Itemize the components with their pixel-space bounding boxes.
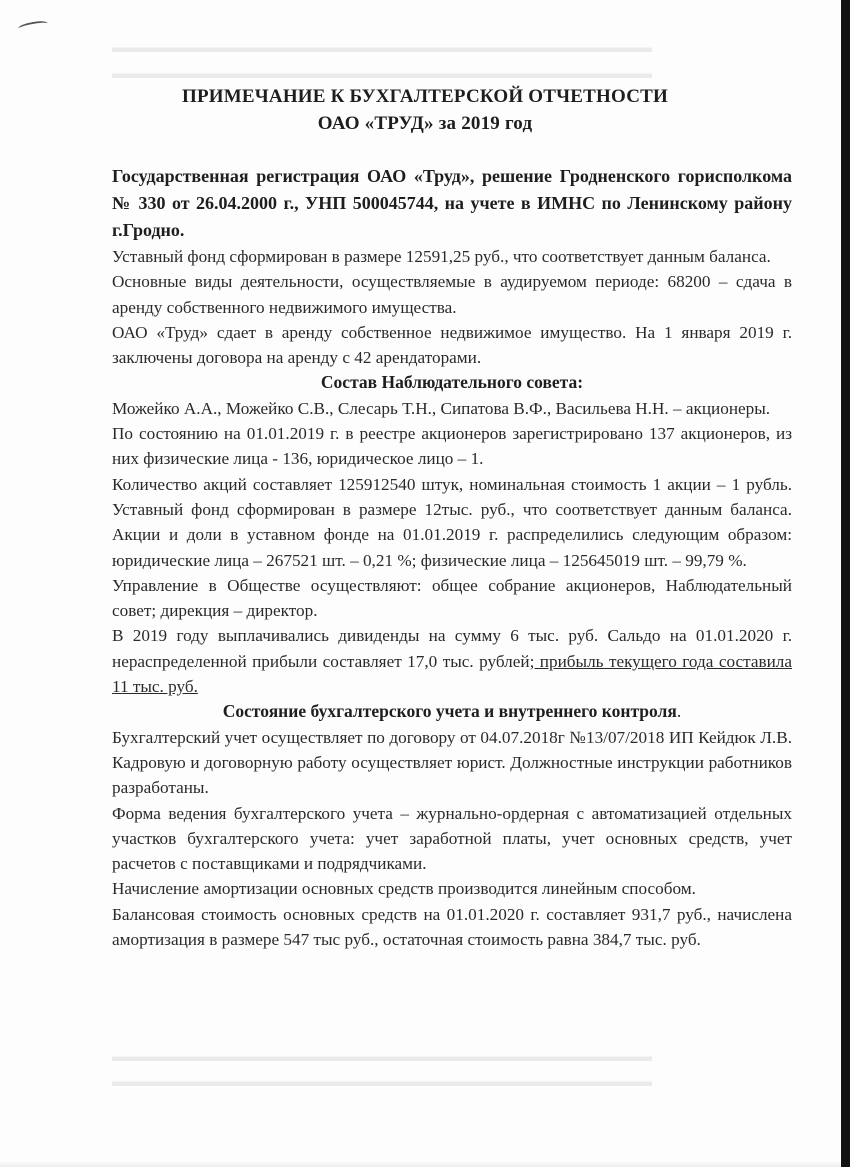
paragraph-rent: ОАО «Труд» сдает в аренду собственное недвижимое имущество. На 1 января 2019 г. заключены договора на аренду с 42 арендаторами. — [112, 322, 792, 368]
bleed-through-text: ▬▬▬▬▬▬▬▬▬▬▬▬▬▬▬▬▬▬▬▬▬▬▬▬▬▬▬▬▬▬▬▬▬▬▬▬ — [112, 1074, 652, 1090]
paragraph-activities: Основные виды деятельности, осуществляемые в аудируемом периоде: 68200 – сдача в аренду собственного недвижимого имущества. — [112, 272, 792, 317]
paragraph-shares: Количество акций составляет 125912540 штук, номинальная стоимость 1 акции – 1 рубль. Уставный фонд сформирован в размере 12тыс. руб., что соответствует данным баланса. Акции и доли в уставном фонде на 01.01.2019 г. распределились следующим образом: юридические лица – 267521 шт. – 0,21 %; физические лица – 125645019 шт. – 99,79 %. — [112, 474, 792, 570]
scan-bottom-edge — [0, 1161, 850, 1167]
heading-text: Состояние бухгалтерского учета и внутреннего контроля — [222, 701, 677, 722]
paragraph-fixed-assets: Балансовая стоимость основных средств на 01.01.2020 г. составляет 931,7 руб., начислена амортизация в размере 547 тыс руб., остаточная стоимость равна 384,7 тыс. руб. — [112, 904, 792, 950]
document-title: ПРИМЕЧАНИЕ К БУХГАЛТЕРСКОЙ ОТЧЕТНОСТИ — [181, 86, 669, 107]
paragraph-charter-fund: Уставный фонд сформирован в размере 12591,25 руб., что соответствует данным баланса. — [112, 247, 771, 266]
bleed-through-text: ▬▬▬▬▬▬▬▬▬▬▬▬▬▬▬▬▬▬▬▬▬▬▬▬▬▬▬▬▬▬▬▬▬▬▬▬ — [112, 1049, 652, 1065]
bleed-through-text: ▬▬▬▬▬▬▬▬▬▬▬▬▬▬▬▬▬▬▬▬▬▬▬▬▬▬▬▬▬▬▬▬▬▬▬▬ — [112, 40, 652, 56]
paragraph-management: Управление в Обществе осуществляют: общее собрание акционеров, Наблюдательный совет; дирекция – директор. — [112, 575, 792, 621]
paragraph-shareholders: По состоянию на 01.01.2019 г. в реестре акционеров зарегистрировано 137 акционеров, из них физические лица - 136, юридическое лицо – 1. — [112, 424, 792, 469]
section-heading-board: Состав Наблюдательного совета: — [320, 372, 584, 393]
paragraph-dividends — [112, 623, 792, 699]
paragraph-accounting-form: Форма ведения бухгалтерского учета – журнально-ордерная с автоматизацией отдельных участков бухгалтерского учета: учет заработной платы, учет основных средств, учет расчетов с поставщиками и подрядчиками. — [112, 803, 792, 874]
paragraph-accounting-contract: Бухгалтерский учет осуществляет по договору от 04.07.2018г №13/07/2018 ИП Кейдюк Л.В. Кадровую и договорную работу осуществляет юрист. Должностные инструкции работников разработаны. — [112, 727, 792, 798]
registration-paragraph: Государственная регистрация ОАО «Труд», решение Гродненского горисполкома № 330 от 26.04.2000 г., УНП 500045744, на учете в ИМНС по Ленинскому району г.Гродно. — [112, 166, 792, 240]
document-subtitle: ОАО «ТРУД» за 2019 год — [317, 113, 533, 134]
document-body — [112, 163, 792, 952]
paragraph-depreciation-method: Начисление амортизации основных средств производится линейным способом. — [112, 879, 696, 899]
section-heading-accounting — [112, 699, 792, 724]
dividends-underlined-text: ; прибыль текущего года составила 11 тыс. руб. — [112, 651, 792, 697]
heading-suffix: . — [676, 701, 682, 722]
paragraph-board-members: Можейко А.А., Можейко С.В., Слесарь Т.Н., Сипатова В.Ф., Васильева Н.Н. – акционеры. — [112, 398, 771, 418]
dividends-text: В 2019 году выплачивались дивиденды на сумму 6 тыс. руб. Сальдо на 01.01.2020 г. нераспределенной прибыли составляет 17,0 тыс. рублей — [112, 626, 792, 671]
pen-mark — [18, 19, 49, 32]
scan-right-edge — [841, 0, 850, 1167]
bleed-through-text: ▬▬▬▬▬▬▬▬▬▬▬▬▬▬▬▬▬▬▬▬▬▬▬▬▬▬▬▬▬▬▬▬▬▬▬▬ — [112, 66, 652, 82]
